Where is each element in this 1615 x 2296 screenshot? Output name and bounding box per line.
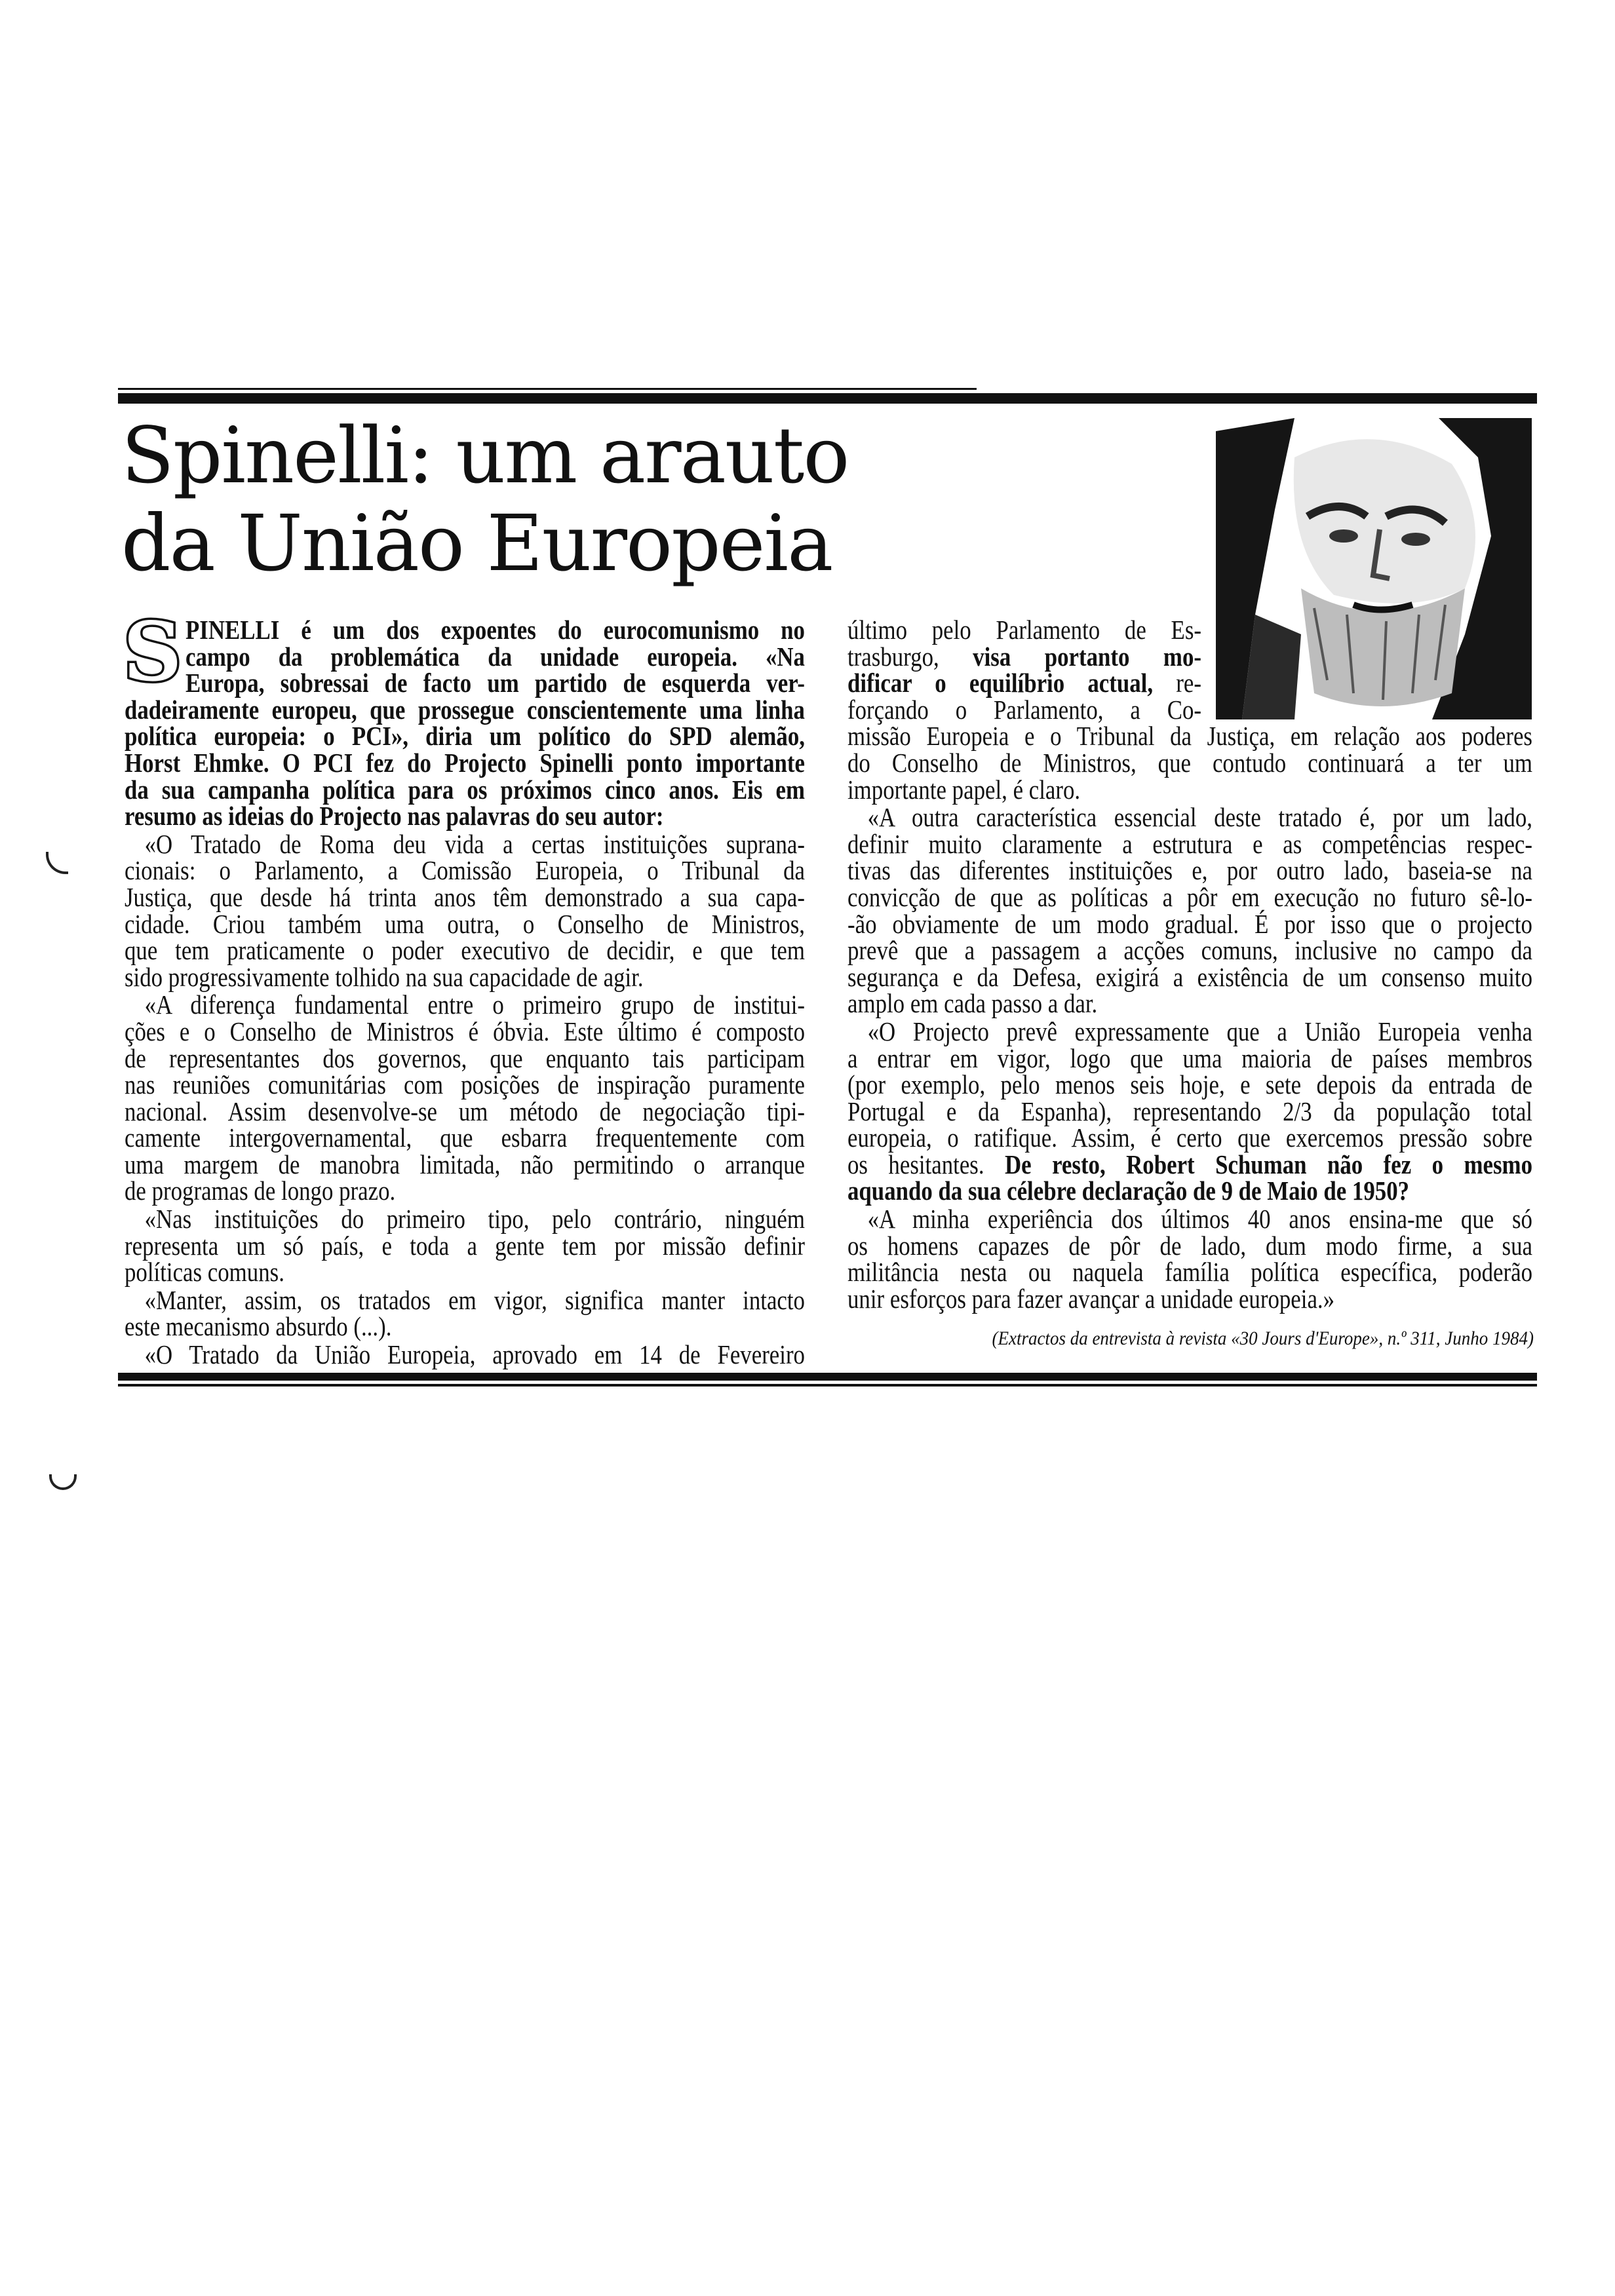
title-line-2: da União Europeia (121, 498, 832, 588)
paragraph (847, 1018, 1532, 1204)
paragraph (125, 1341, 805, 1368)
text-line: amplo em cada passo a dar. (847, 988, 1098, 1019)
text-line: do Conselho de Ministros, que contudo continuará a ter um (847, 747, 1532, 778)
text-line: segurança e da Defesa, exigirá a existência de um consenso muito (847, 961, 1532, 992)
text-line: Portugal e da Espanha), representando 2/3 da população total (847, 1096, 1532, 1126)
text-line: -ão obviamente de um modo gradual. É por isso que o projecto (847, 908, 1532, 939)
paragraph (847, 1206, 1532, 1312)
text-line: cionais: o Parlamento, a Comissão Europeia, o Tribunal da (125, 855, 805, 886)
text-line (847, 670, 1201, 697)
text-line: de representantes dos governos, que enquanto tais participam (125, 1043, 805, 1073)
text-segment: último pelo Parlamento de Es- (847, 615, 1201, 645)
text-line: sido progressivamente tolhido na sua capacidade de agir. (125, 961, 644, 992)
text-line: da sua campanha política para os próximos cinco anos. Eis em (125, 774, 805, 805)
text-segment: trasburgo, (847, 641, 973, 672)
text-line (847, 694, 1201, 725)
text-line: definir muito claramente a estrutura e as competências respec- (847, 828, 1532, 859)
bottom-thin-rule (118, 1384, 1537, 1387)
text-line: unir esforços para fazer avançar a unidade europeia.» (847, 1283, 1335, 1314)
bottom-rule (118, 1373, 1537, 1381)
left-column (125, 617, 805, 1369)
bold-text-segment: aquando da sua célebre declaração de 9 de Maio de 1950? (847, 1176, 1410, 1206)
text-line: campo da problemática da unidade europeia. «Na (185, 641, 805, 672)
text-segment: forçando o Parlamento, a Co- (847, 694, 1201, 725)
paragraph (125, 1206, 805, 1286)
bold-text-segment: De resto, Robert Schuman não fez o mesmo (1005, 1149, 1532, 1179)
margin-scan-mark-2 (49, 1474, 77, 1490)
text-line: políticas comuns. (125, 1257, 284, 1288)
text-line: Horst Ehmke. O PCI fez do Projecto Spinelli ponto importante (125, 747, 805, 778)
text-line (847, 617, 1201, 643)
text-segment: os hesitantes. (847, 1149, 1005, 1179)
source-citation: (Extractos da entrevista à revista «30 Jours d'Europe», n.º 311, Junho 1984) (992, 1328, 1534, 1349)
text-line: prevê que a passagem a acções comuns, inclusive no campo da (847, 935, 1532, 966)
paragraph (125, 828, 805, 992)
text-segment: re- (1153, 668, 1201, 698)
top-thin-rule (118, 388, 977, 390)
bold-text-segment: visa portanto mo- (973, 641, 1201, 672)
text-line: convicção de que as políticas a pôr em execução no futuro sê-lo- (847, 881, 1532, 912)
text-line: este mecanismo absurdo (...). (125, 1311, 392, 1342)
text-line: representa um só país, e toda a gente tem por missão definir (125, 1230, 805, 1261)
drop-cap-letter: S (123, 605, 182, 700)
text-line: «Manter, assim, os tratados em vigor, significa manter intacto (144, 1284, 805, 1315)
text-line: camente intergovernamental, que esbarra frequentemente com (125, 1122, 805, 1153)
text-line: militância nesta ou naquela família política específica, poderão (847, 1257, 1532, 1288)
text-line: resumo as ideias do Projecto nas palavras do seu autor: (125, 801, 664, 832)
text-line (847, 643, 1201, 670)
text-line: tivas das diferentes instituições e, por outro lado, baseia-se na (847, 855, 1532, 886)
text-line (847, 1177, 1532, 1204)
text-line: os homens capazes de pôr de lado, dum modo firme, a sua (847, 1230, 1532, 1261)
bold-text-segment: dificar o equilíbrio actual, (847, 668, 1154, 698)
text-line: ções e o Conselho de Ministros é óbvia. Este último é composto (125, 1016, 805, 1046)
text-line: política europeia: o PCI», diria um político do SPD alemão, (125, 721, 805, 752)
article-title (121, 411, 848, 587)
text-line: missão Europeia e o Tribunal da Justiça, em relação aos poderes (847, 721, 1532, 752)
margin-scan-mark (46, 852, 68, 874)
text-line: importante papel, é claro. (847, 774, 1081, 805)
text-line: a entrar em vigor, logo que uma maioria de países membros (847, 1043, 1532, 1073)
text-line: «A diferença fundamental entre o primeiro grupo de institui- (144, 989, 805, 1020)
text-line: dadeiramente europeu, que prossegue conscientemente uma linha (125, 694, 805, 725)
text-line: de programas de longo prazo. (125, 1176, 396, 1206)
text-line: Europa, sobressai de facto um partido de esquerda ver- (185, 668, 805, 698)
text-line: nacional. Assim desenvolve-se um método de negociação tipi- (125, 1096, 805, 1126)
text-line: Justiça, que desde há trinta anos têm demonstrado a sua capa- (125, 881, 805, 912)
title-line-1: Spinelli: um arauto (121, 410, 849, 501)
top-rule (118, 393, 1537, 404)
paragraph (847, 804, 1532, 1017)
paragraph (125, 617, 805, 830)
text-line (847, 1151, 1532, 1178)
paragraph (847, 617, 1532, 803)
text-line: uma margem de manobra limitada, não permitindo o arranque (125, 1149, 805, 1179)
paragraph (125, 1284, 805, 1342)
text-line: (por exemplo, pelo menos seis hoje, e sete depois da entrada de (847, 1069, 1532, 1100)
text-line: PINELLI é um dos expoentes do eurocomunismo no (185, 615, 805, 645)
text-line: «O Tratado da União Europeia, aprovado em 14 de Fevereiro (144, 1339, 805, 1370)
right-column (847, 617, 1532, 1313)
text-line: «O Projecto prevê expressamente que a União Europeia venha (867, 1016, 1532, 1046)
text-line: nas reuniões comunitárias com posições de inspiração puramente (125, 1069, 805, 1100)
text-line: «O Tratado de Roma deu vida a certas instituições suprana- (144, 828, 805, 859)
text-line: «A outra característica essencial deste tratado é, por um lado, (867, 802, 1532, 833)
text-line: cidade. Criou também uma outra, o Conselho de Ministros, (125, 908, 805, 939)
text-line: «Nas instituições do primeiro tipo, pelo contrário, ninguém (144, 1204, 805, 1234)
text-line: que tem praticamente o poder executivo de decidir, e que tem (125, 935, 805, 966)
paragraph (125, 991, 805, 1204)
text-line: «A minha experiência dos últimos 40 anos ensina-me que só (867, 1204, 1532, 1234)
text-line: europeia, o ratifique. Assim, é certo que exercemos pressão sobre (847, 1122, 1532, 1153)
